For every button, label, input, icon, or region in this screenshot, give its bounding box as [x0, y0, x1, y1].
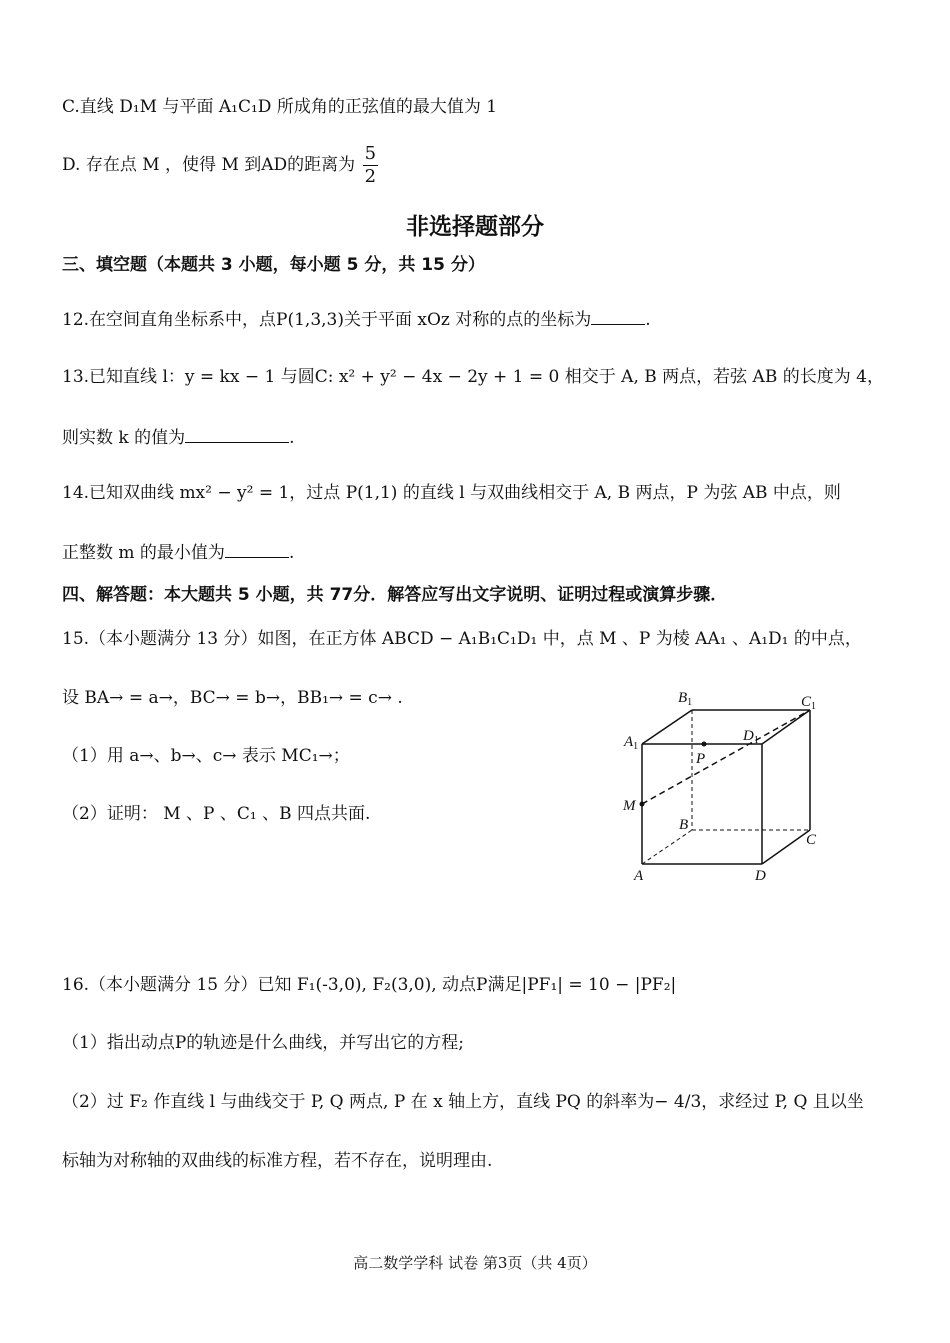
section-title: 非选择题部分: [406, 214, 544, 240]
point-p: [702, 742, 707, 747]
question-13-line2: [62, 424, 295, 450]
label-p: P: [696, 751, 706, 767]
label-a1: $A_1$: [624, 734, 639, 752]
question-16-part1: （1）指出动点P的轨迹是什么曲线，并写出它的方程;: [62, 1033, 464, 1053]
period: .: [288, 543, 295, 563]
answer-blank: [185, 424, 289, 443]
question-14-text: 正整数 m 的最小值为: [62, 543, 225, 563]
cube-figure: [615, 682, 835, 887]
option-d: [62, 143, 378, 188]
fraction-numerator: 5: [364, 143, 377, 164]
question-15-part1: （1）用 a→、b→、c→ 表示 MC₁→；: [62, 746, 350, 766]
label-c: C: [806, 832, 817, 848]
option-c: C.直线 D₁M 与平面 A₁C₁D 所成角的正弦值的最大值为 1: [62, 97, 498, 117]
question-13-line1: 13.已知直线 l：y = kx − 1 与圆C: x² + y² − 4x − 2y + 1 = 0 相交于 A, B 两点，若弦 AB 的长度为 4，: [62, 367, 884, 387]
edge-d-c: [762, 830, 810, 864]
question-16: 16.（本小题满分 15 分）已知 F₁(-3,0), F₂(3,0), 动点P满足|PF₁| = 10 − |PF₂|: [62, 975, 677, 995]
label-c1: $C_1$: [801, 694, 817, 712]
section-4-heading: 四、解答题：本大题共 5 小题，共 77分．解答应写出文字说明、证明过程或演算步骤．: [62, 585, 728, 605]
question-13-text: 则实数 k 的值为: [62, 428, 186, 448]
question-15: 15.（本小题满分 13 分）如图，在正方体 ABCD − A₁B₁C₁D₁ 中，点 M 、P 为棱 AA₁ 、A₁D₁ 的中点，: [62, 629, 862, 649]
label-b: B: [679, 817, 689, 833]
label-d1: $D_1$: [743, 728, 759, 746]
section-3-heading: 三、填空题（本题共 3 小题，每小题 5 分，共 15 分）: [62, 255, 485, 275]
page-footer: 高二数学学科 试卷 第3页（共 4页）: [353, 1254, 597, 1272]
answer-blank: [591, 306, 645, 325]
question-15-part2: （2）证明： M 、P 、C₁ 、B 四点共面.: [62, 804, 371, 824]
question-14-line2: [62, 539, 294, 565]
question-16-part2: （2）过 F₂ 作直线 l 与曲线交于 P, Q 两点, P 在 x 轴上方，直线 PQ 的斜率为− 4/3，求经过 P, Q 且以坐: [62, 1092, 864, 1112]
question-16-part2-cont: 标轴为对称轴的双曲线的标准方程，若不存在，说明理由.: [62, 1151, 493, 1171]
period: .: [645, 310, 651, 330]
period: .: [289, 428, 295, 448]
question-12-text: 12.在空间直角坐标系中，点P(1,3,3)关于平面 xOz 对称的点的坐标为: [62, 310, 592, 330]
question-12: [62, 306, 651, 332]
option-d-text: D. 存在点 M ，使得 M 到AD的距离为: [62, 155, 356, 175]
edge-a1-b1: [642, 710, 692, 744]
label-a: A: [634, 868, 644, 884]
question-14-line1: 14.已知双曲线 mx² − y² = 1，过点 P(1,1) 的直线 l 与双曲线相交于 A, B 两点，P 为弦 AB 中点，则: [62, 483, 841, 503]
label-m: M: [623, 798, 636, 814]
question-15-setup: 设 BA→ = a→，BC→ = b→，BB₁→ = c→ .: [62, 688, 403, 708]
fraction-denominator: 2: [364, 166, 377, 187]
answer-blank: [225, 539, 289, 558]
segment-m-c1: [642, 710, 810, 804]
label-d: D: [755, 868, 766, 884]
fraction-five-halves: [363, 143, 378, 188]
label-b1: $B_1$: [678, 690, 693, 708]
point-m: [640, 802, 645, 807]
hidden-edge-a-b: [642, 830, 692, 864]
edge-d1-c1: [762, 710, 810, 744]
